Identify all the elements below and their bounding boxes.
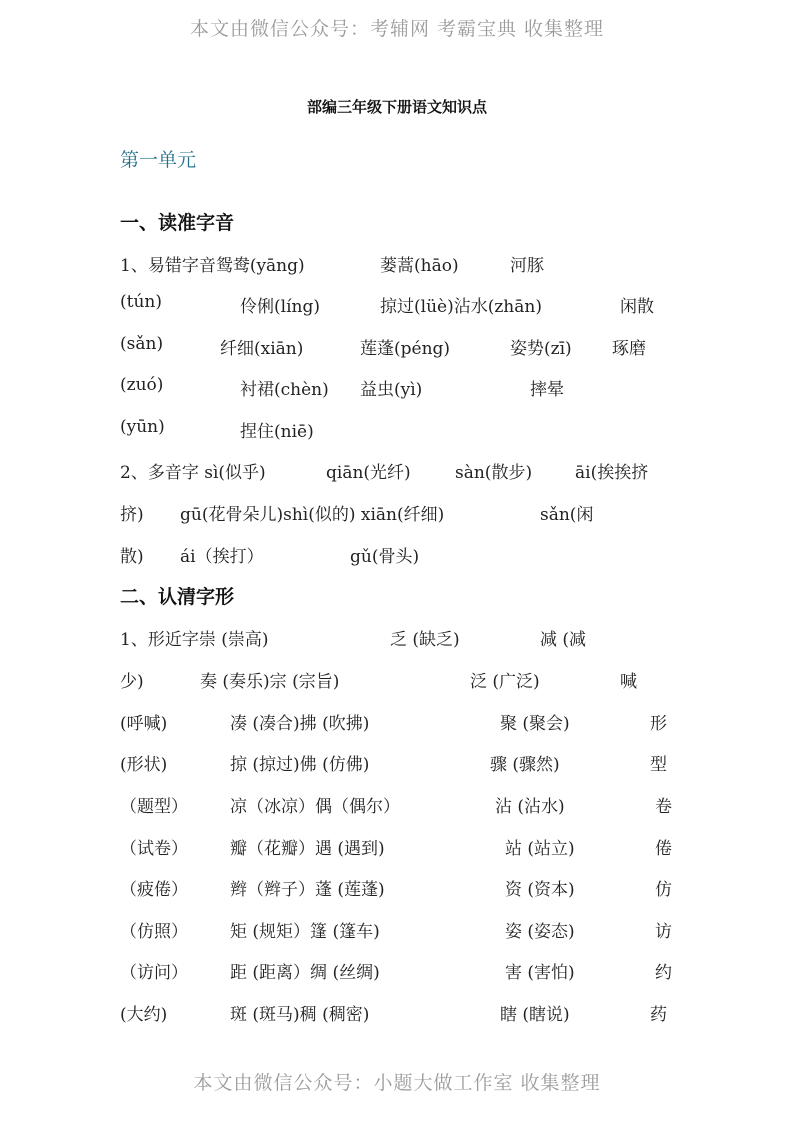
text-line (0, 417, 794, 447)
line-segment: 形 (650, 714, 667, 734)
line-segment: 蒌蒿(hāo) (380, 256, 459, 276)
line-segment: sǎn(闲 (540, 505, 594, 525)
section-heading-shapes: 二、认清字形 (120, 586, 235, 608)
line-segment: 琢磨 (612, 339, 646, 359)
line-segment: 访 (655, 922, 672, 942)
line-segment: 站 (站立) (505, 839, 575, 859)
line-segment: 伶俐(líng) (240, 297, 320, 317)
line-segment: (tún) (120, 292, 162, 312)
line-segment: （访问） (120, 963, 188, 983)
text-line (0, 500, 794, 530)
line-segment: (sǎn) (120, 334, 164, 354)
line-segment: 喊 (620, 672, 637, 692)
line-segment: 掠 (掠过)佛 (仿佛) (230, 755, 370, 775)
line-segment: （疲倦） (120, 880, 188, 900)
text-line (0, 709, 794, 739)
line-segment: 姿势(zī) (510, 339, 572, 359)
line-segment: 捏住(niē) (240, 422, 314, 442)
text-line (0, 750, 794, 780)
line-segment: 掠过(lüè)沾水(zhān) (380, 297, 542, 317)
line-segment: 距 (距离）绸 (丝绸) (230, 963, 380, 983)
line-segment: 瞎 (瞎说) (500, 1005, 570, 1025)
line-segment: 约 (655, 963, 672, 983)
line-segment: 挤) (120, 505, 144, 525)
text-line (0, 1000, 794, 1030)
line-segment: （题型） (120, 797, 188, 817)
line-segment: 少) (120, 672, 144, 692)
line-segment: ái（挨打） (180, 547, 264, 567)
line-segment: 倦 (655, 839, 672, 859)
text-line (0, 792, 794, 822)
text-line (0, 917, 794, 947)
line-segment: 凑 (凑合)拂 (吹拂) (230, 714, 370, 734)
line-segment: 衬裙(chèn) (240, 380, 329, 400)
line-segment: āi(挨挨挤 (575, 463, 649, 483)
text-line (0, 334, 794, 364)
line-segment: sàn(散步) (455, 463, 533, 483)
section-heading-pronunciation: 一、读准字音 (120, 212, 235, 234)
line-segment: 莲蓬(péng) (360, 339, 451, 359)
line-segment: 斑 (斑马)稠 (稠密) (230, 1005, 370, 1025)
line-segment: 瓣（花瓣）遇 (遇到) (230, 839, 385, 859)
line-segment: 卷 (655, 797, 672, 817)
line-segment: (zuó) (120, 375, 164, 395)
text-line (0, 958, 794, 988)
line-segment: 1、易错字音鸳鸯(yāng) (120, 256, 305, 276)
line-segment: gū(花骨朵儿)shì(似的) xiān(纤细) (180, 505, 445, 525)
text-line (0, 625, 794, 655)
text-line (0, 875, 794, 905)
line-segment: 益虫(yì) (360, 380, 423, 400)
line-segment: 型 (650, 755, 667, 775)
line-segment: 聚 (聚会) (500, 714, 570, 734)
text-line (0, 375, 794, 405)
header-watermark-note: 本文由微信公众号：考辅网 考霸宝典 收集整理 (189, 18, 605, 40)
text-line (0, 542, 794, 572)
line-segment: 纤细(xiān) (220, 339, 304, 359)
line-segment: 矩 (规矩）篷 (篷车) (230, 922, 380, 942)
line-segment: 摔晕 (530, 380, 564, 400)
line-segment: （仿照） (120, 922, 188, 942)
line-segment: (yūn) (120, 417, 165, 437)
unit-heading: 第一单元 (120, 149, 197, 171)
line-segment: (呼喊) (120, 714, 168, 734)
line-segment: 泛 (广泛) (470, 672, 540, 692)
line-segment: 乏 (缺乏) (390, 630, 460, 650)
line-segment: 辫（辫子）蓬 (莲蓬) (230, 880, 385, 900)
line-segment: 仿 (655, 880, 672, 900)
document-title: 部编三年级下册语文知识点 (306, 98, 487, 116)
line-segment: 药 (650, 1005, 667, 1025)
line-segment: 资 (资本) (505, 880, 575, 900)
text-line (0, 667, 794, 697)
line-segment: 害 (害怕) (505, 963, 575, 983)
text-line (0, 292, 794, 322)
line-segment: 沾 (沾水) (495, 797, 565, 817)
line-segment: 减 (减 (540, 630, 587, 650)
line-segment: gǔ(骨头) (350, 547, 420, 567)
line-segment: 姿 (姿态) (505, 922, 575, 942)
line-segment: 2、多音字 sì(似乎) (120, 463, 266, 483)
line-segment: (大约) (120, 1005, 168, 1025)
line-segment: 散) (120, 547, 144, 567)
text-line (0, 458, 794, 488)
line-segment: 奏 (奏乐)宗 (宗旨) (200, 672, 340, 692)
line-segment: 1、形近字崇 (崇高) (120, 630, 269, 650)
line-segment: (形状) (120, 755, 168, 775)
line-segment: 骤 (骤然) (490, 755, 560, 775)
line-segment: 凉（冰凉）偶（偶尔） (230, 797, 400, 817)
text-line (0, 251, 794, 281)
footer-watermark-note: 本文由微信公众号：小题大做工作室 收集整理 (193, 1072, 601, 1094)
line-segment: qiān(光纤) (326, 463, 411, 483)
line-segment: （试卷） (120, 839, 188, 859)
text-line (0, 834, 794, 864)
line-segment: 闲散 (620, 297, 654, 317)
line-segment: 河豚 (510, 256, 544, 276)
